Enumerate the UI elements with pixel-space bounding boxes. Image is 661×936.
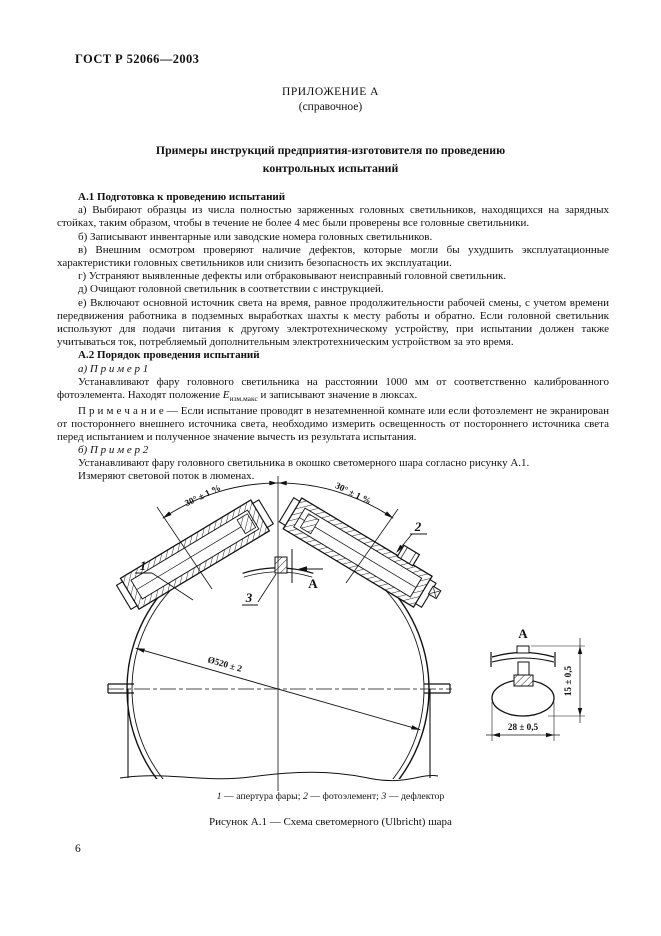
detail-height-label: 15 ± 0,5: [563, 666, 573, 697]
appendix-block: [0, 85, 661, 115]
document-title: [0, 141, 661, 177]
paragraph-a1-item-a: а) Выбирают образцы из числа полностью заряженных головных светильников, находящихся на зарядных стойках, таким образом, чтобы в течение не более 4 мес были проверены все головные светильники.: [57, 204, 609, 230]
example-1-label: а) П р и м е р 1: [78, 362, 149, 375]
appendix-title: ПРИЛОЖЕНИЕ А: [282, 86, 379, 98]
appendix-subtitle: (справочное): [298, 101, 363, 113]
heading-a1: А.1 Подготовка к проведению испытаний: [78, 191, 286, 203]
legend-3-num: 3: [381, 791, 387, 803]
deflector-detail: [491, 646, 555, 716]
ulbricht-sphere-diagram: [0, 471, 661, 795]
illuminance-symbol: Е: [222, 389, 230, 402]
heading-a2: А.2 Порядок проведения испытаний: [78, 349, 260, 362]
illuminance-subscript: изм.макс: [229, 394, 258, 404]
detail-width-label: 28 ± 0,5: [507, 722, 539, 733]
body-text: [57, 191, 609, 483]
callout-photocell: [396, 519, 427, 553]
paragraph-example-1: [57, 376, 609, 406]
sphere-stand: [120, 689, 438, 781]
callout-1-label: 1: [139, 558, 147, 574]
paragraph-a1-item-e: е) Включают основной источник света на время, равное продолжительности рабочей смены, с учетом времени передвижения работника в подземных выработках шахты к месту работы и обратно. Если головной светильник используют для подачи питания к другому электротехническому устройству, при испытании должен также учитываться ток, потребляемый дополнительным электротехническим устройством за это время.: [57, 296, 609, 349]
example-2-label: б) П р и м е р 2: [78, 443, 149, 456]
paragraph-a1-item-v: в) Внешним осмотром проверяют наличие дефектов, которые могли бы ухудшить эксплуатационные характеристики головных светильников или снизить безопасность их эксплуатации.: [57, 243, 609, 270]
legend-2-num: 2: [302, 791, 308, 803]
example-1-text-start: Устанавливают фару головного светильника на расстоянии 1000 мм от соответственно калиброванного фотоэлемента. Находят положение: [57, 375, 609, 402]
figure-a1: [0, 471, 661, 828]
title-line-1: Примеры инструкций предприятия-изготовителя по проведению: [155, 143, 506, 157]
note-paragraph: П р и м е ч а н и е — Если испытание проводят в незатемненной комнате или если фотоэлемент не экранирован от постороннего внешнего источника света, необходимо измерить освещенность от постороннего источника света перед испытанием и полученное значение вычесть из результата испытания.: [57, 405, 609, 444]
detail-view-a: [486, 626, 585, 741]
figure-legend: [0, 791, 661, 802]
view-a-label: А: [308, 576, 318, 592]
example-1-text-end: и записывают значение в люксах.: [257, 389, 418, 402]
paragraph-a1-item-d: д) Очищают головной светильник в соответствии с инструкцией.: [78, 283, 384, 296]
paragraph-example-2-line-1: Устанавливают фару головного светильника в окошко светомерного шара согласно рисунку А.1.: [78, 457, 530, 470]
angle-label-left: 30° ± 1 %: [183, 482, 223, 509]
legend-1-num: 1: [216, 791, 222, 803]
diameter-label: Ø520 ± 2: [206, 654, 244, 675]
page-number: 6: [75, 843, 81, 855]
paragraph-a1-item-g: г) Устраняют выявленные дефекты или отбраковывают неисправный головной светильник.: [78, 270, 507, 283]
legend-2-text: — фотоэлемент;: [307, 791, 382, 803]
angle-label-right: 30° ± 1 %: [333, 480, 373, 507]
equator-centerline: [108, 684, 452, 693]
callout-3-label: 3: [245, 590, 253, 606]
paragraph-example-2-line-2: Измеряют световой поток в люменах.: [78, 470, 255, 483]
title-line-2: контрольных испытаний: [262, 161, 399, 175]
callout-2-label: 2: [414, 519, 422, 535]
legend-1-text: — апертура фары;: [221, 791, 303, 803]
paragraph-a1-item-b: б) Записывают инвентарные или заводские номера головных светильников.: [78, 230, 433, 243]
detail-a-title: А: [518, 626, 528, 642]
standard-number: ГОСТ Р 52066—2003: [75, 52, 200, 66]
figure-caption: Рисунок А.1 — Схема светомерного (Ulbricht) шара: [209, 816, 452, 829]
legend-3-text: — дефлектор: [386, 791, 445, 803]
